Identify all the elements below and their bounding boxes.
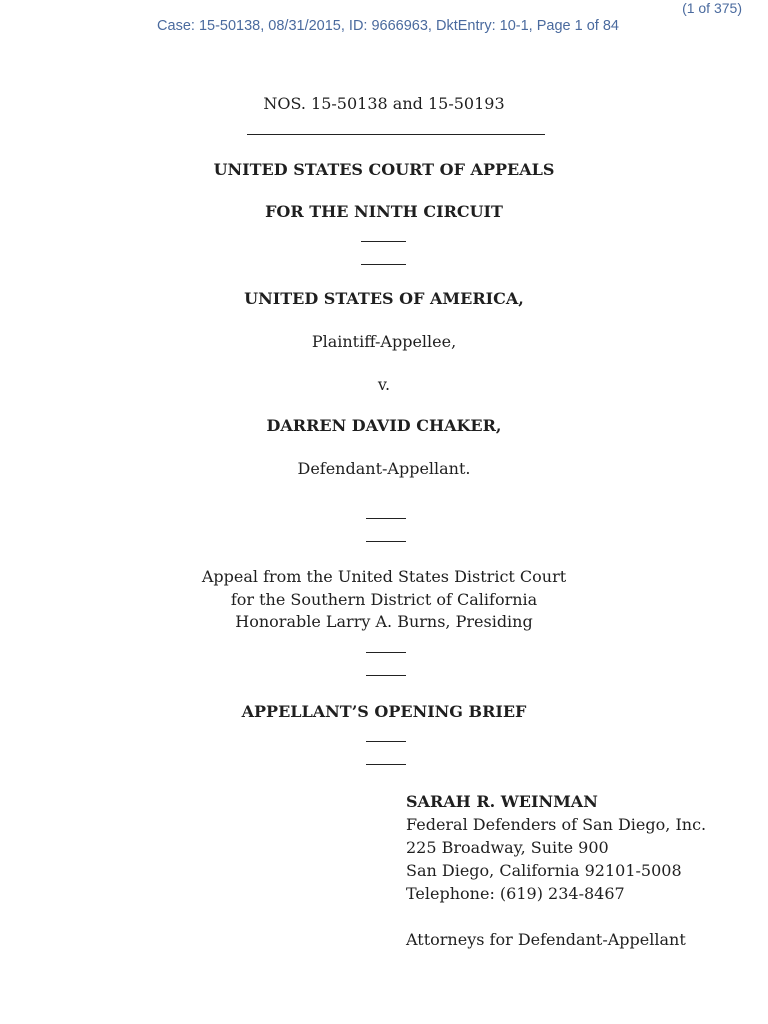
docket-underline — [247, 134, 545, 135]
separator-rule — [366, 518, 406, 519]
counsel-telephone: Telephone: (619) 234-8467 — [406, 884, 625, 903]
separator-rule — [361, 241, 406, 242]
separator-rule — [361, 264, 406, 265]
defendant-name: DARREN DAVID CHAKER, — [266, 416, 502, 435]
versus: v. — [377, 375, 391, 394]
court-name-line-2: FOR THE NINTH CIRCUIT — [265, 202, 503, 221]
separator-rule — [366, 541, 406, 542]
separator-rule — [366, 675, 406, 676]
appeal-line-3: Honorable Larry A. Burns, Presiding — [235, 612, 533, 631]
counsel-organization: Federal Defenders of San Diego, Inc. — [406, 815, 707, 834]
court-name-line-1: UNITED STATES COURT OF APPEALS — [213, 160, 555, 179]
counsel-address-2: San Diego, California 92101-5008 — [406, 861, 682, 880]
counsel-block — [406, 790, 706, 951]
separator-rule — [366, 741, 406, 742]
counsel-address-1: 225 Broadway, Suite 900 — [406, 838, 609, 857]
appeal-line-2: for the Southern District of California — [230, 590, 538, 609]
brief-title: APPELLANT’S OPENING BRIEF — [241, 702, 527, 721]
page-counter: (1 of 375) — [682, 0, 742, 16]
case-header: Case: 15-50138, 08/31/2015, ID: 9666963, DktEntry: 10-1, Page 1 of 84 — [157, 18, 619, 34]
plaintiff-name: UNITED STATES OF AMERICA, — [244, 289, 524, 308]
plaintiff-role: Plaintiff-Appellee, — [311, 332, 457, 351]
counsel-name: SARAH R. WEINMAN — [406, 792, 598, 811]
counsel-role: Attorneys for Defendant-Appellant — [406, 930, 686, 949]
docket-numbers: NOS. 15-50138 and 15-50193 — [263, 94, 505, 113]
counsel-spacer — [406, 905, 706, 928]
separator-rule — [366, 652, 406, 653]
appeal-line-1: Appeal from the United States District Court — [201, 567, 567, 586]
separator-rule — [366, 764, 406, 765]
defendant-role: Defendant-Appellant. — [297, 459, 471, 478]
